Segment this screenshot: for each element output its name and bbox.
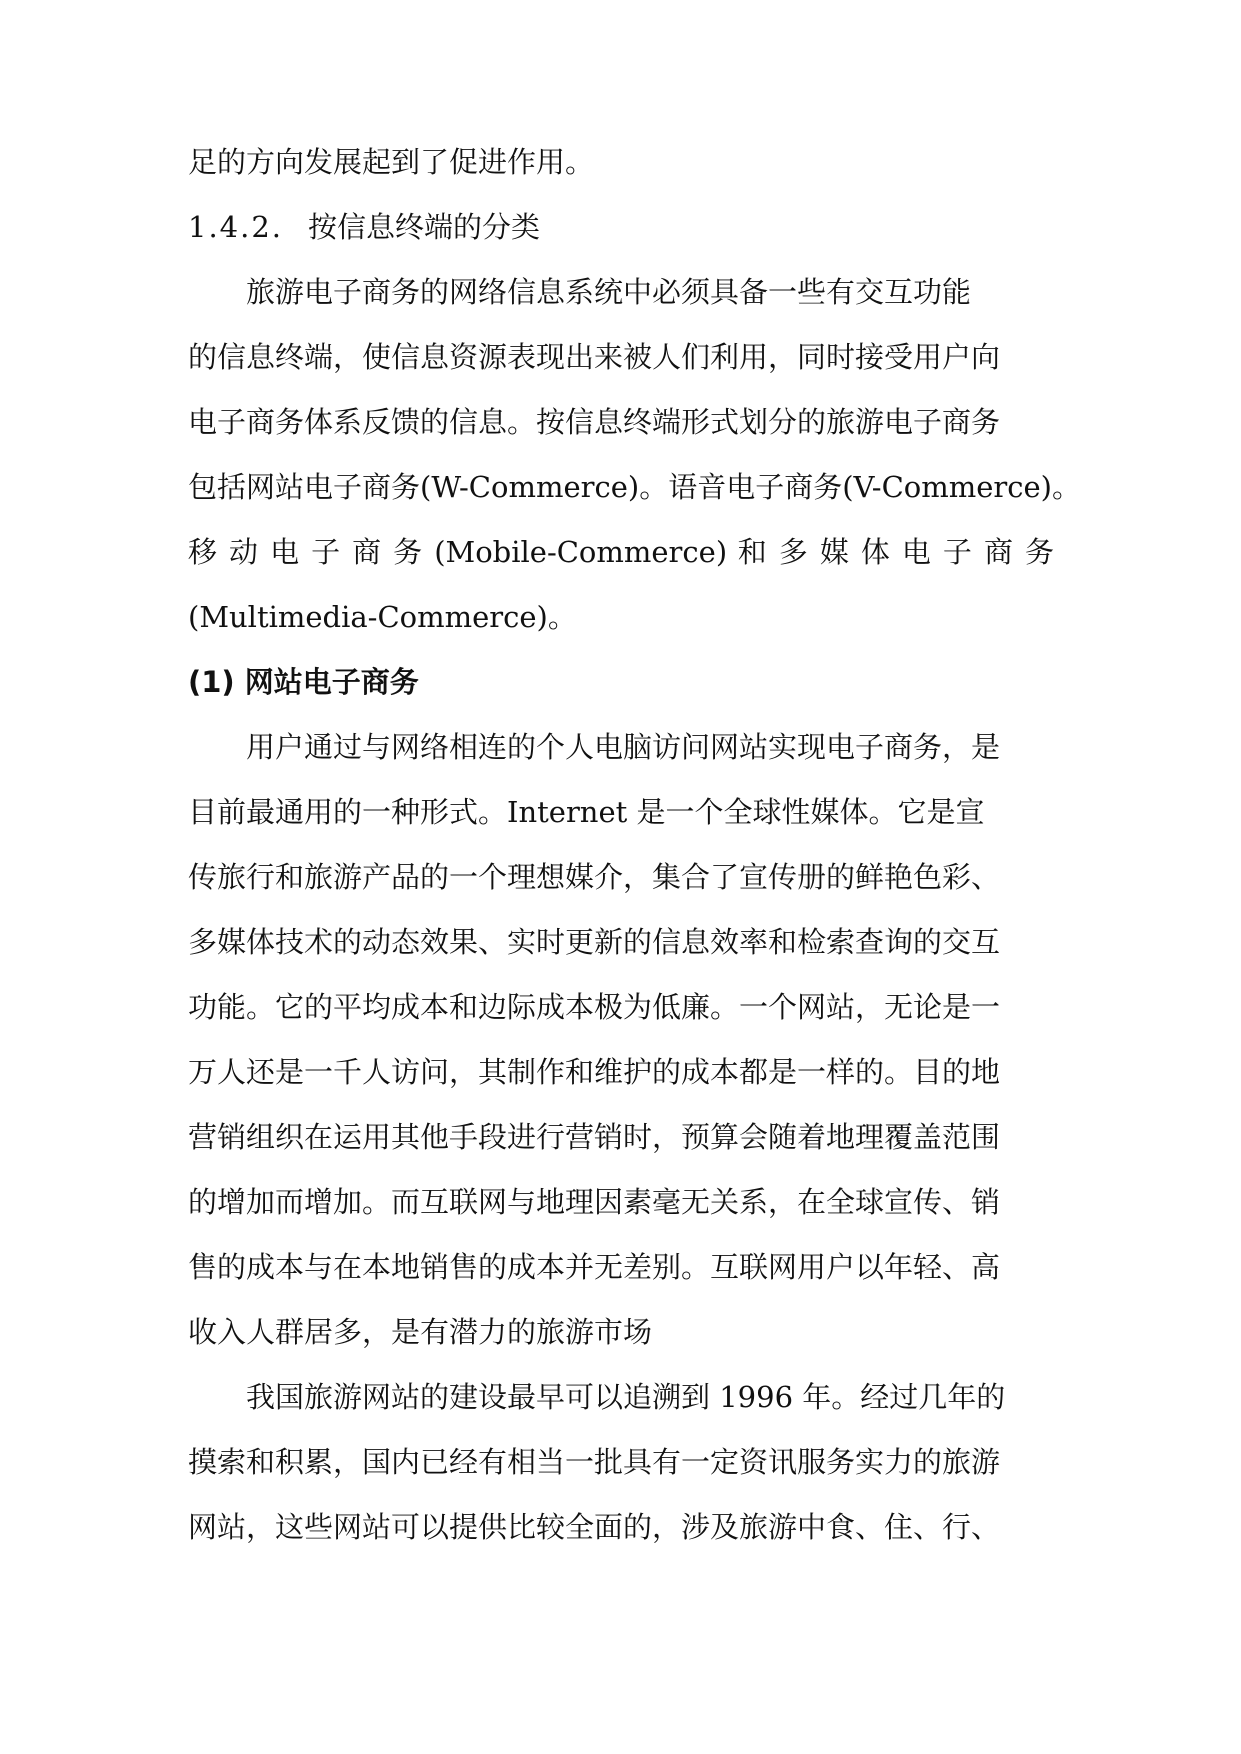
text-line: 多媒体技术的动态效果、实时更新的信息效率和检索查询的交互: [188, 925, 1001, 959]
paragraph-1: [188, 260, 1081, 650]
text-line: 足的方向发展起到了促进作用。: [188, 145, 595, 179]
paragraph-2: [188, 715, 1054, 1365]
text-line: 电子商务体系反馈的信息。按信息终端形式划分的旅游电子商务: [188, 405, 1001, 439]
text-line: 的增加而增加。而互联网与地理因素毫无关系，在全球宣传、销: [188, 1185, 1001, 1219]
text-line: 售的成本与在本地销售的成本并无差别。互联网用户以年轻、高: [188, 1250, 1001, 1284]
section-number: 1.4.2.: [188, 210, 284, 244]
text-line: 营销组织在运用其他手段进行营销时，预算会随着地理覆盖范围: [188, 1120, 1001, 1154]
text-line: 移 动 电 子 商 务 (Mobile-Commerce) 和 多 媒 体 电 子 商 务: [188, 535, 1054, 569]
text-line: 万人还是一千人访问，其制作和维护的成本都是一样的。目的地: [188, 1055, 1001, 1089]
text-line: 摸索和积累，国内已经有相当一批具有一定资讯服务实力的旅游: [188, 1445, 1001, 1479]
text-line: 收入人群居多，是有潜力的旅游市场: [188, 1315, 653, 1349]
text-line: 传旅行和旅游产品的一个理想媒介，集合了宣传册的鲜艳色彩、: [188, 860, 1001, 894]
section-title: 按信息终端的分类: [308, 210, 541, 244]
document-body: [188, 130, 1081, 1560]
text-line: 我国旅游网站的建设最早可以追溯到 1996 年。经过几年的: [246, 1380, 1006, 1414]
text-line: 功能。它的平均成本和边际成本极为低廉。一个网站，无论是一: [188, 990, 1001, 1024]
text-line: 用户通过与网络相连的个人电脑访问网站实现电子商务，是: [246, 730, 1001, 764]
text-line: 网站，这些网站可以提供比较全面的，涉及旅游中食、住、行、: [188, 1510, 1001, 1544]
text-line: 包括网站电子商务(W-Commerce)。语音电子商务(V-Commerce)。: [188, 470, 1081, 504]
continuation-line: [188, 130, 1054, 195]
text-line: 的信息终端，使信息资源表现出来被人们利用，同时接受用户向: [188, 340, 1001, 374]
subheading-website-ecommerce: (1) 网站电子商务: [188, 665, 419, 699]
text-line: (Multimedia-Commerce)。: [188, 600, 577, 634]
paragraph-3: [188, 1365, 1054, 1560]
text-line: 目前最通用的一种形式。Internet 是一个全球性媒体。它是宣: [188, 795, 985, 829]
section-heading: [188, 195, 1054, 260]
text-line: 旅游电子商务的网络信息系统中必须具备一些有交互功能: [246, 275, 972, 309]
